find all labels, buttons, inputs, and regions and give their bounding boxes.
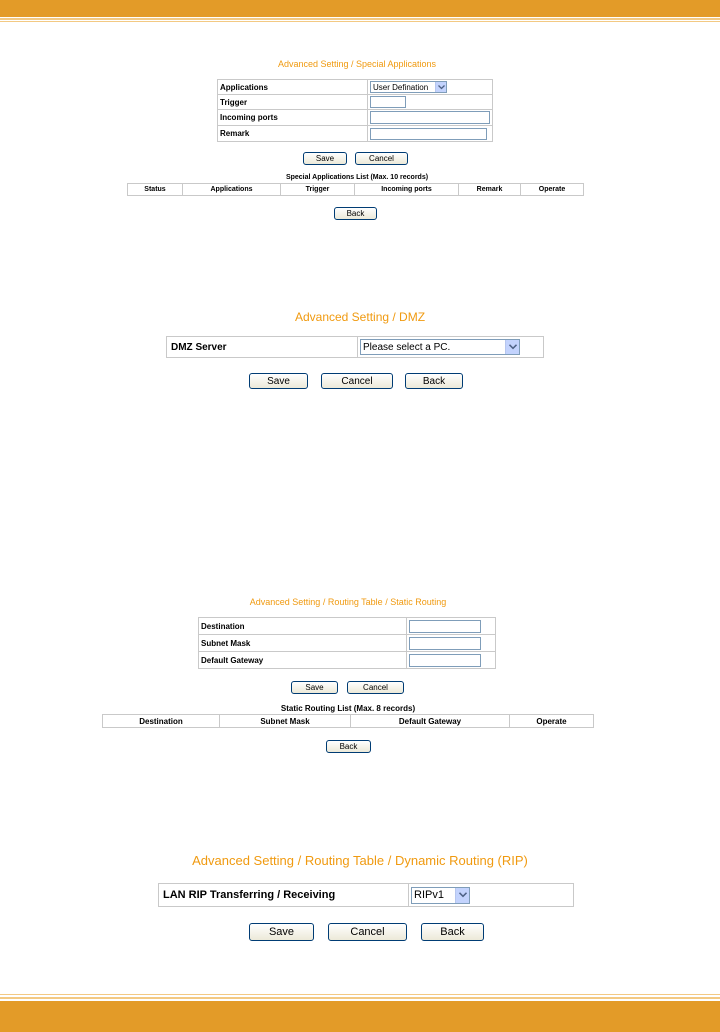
chevron-down-icon xyxy=(435,82,446,92)
page-footer-bar xyxy=(0,1001,720,1032)
back-button[interactable]: Back xyxy=(326,740,371,753)
chevron-down-icon xyxy=(505,340,519,354)
header-divider xyxy=(0,18,720,20)
column-header: Trigger xyxy=(281,184,355,196)
cancel-button[interactable]: Cancel xyxy=(321,373,393,389)
destination-label: Destination xyxy=(199,618,407,635)
dynamic-routing-form xyxy=(158,883,574,907)
column-header: Operate xyxy=(521,184,584,196)
save-button[interactable]: Save xyxy=(249,373,308,389)
save-button[interactable]: Save xyxy=(249,923,314,941)
special-apps-list xyxy=(127,183,584,196)
cancel-button[interactable]: Cancel xyxy=(347,681,404,694)
trigger-input[interactable] xyxy=(370,96,406,108)
remark-label: Remark xyxy=(218,126,368,142)
trigger-label: Trigger xyxy=(218,95,368,110)
column-header: Default Gateway xyxy=(351,715,510,728)
column-header: Subnet Mask xyxy=(220,715,351,728)
incoming-ports-input[interactable] xyxy=(370,111,490,124)
static-routing-title: Advanced Setting / Routing Table / Static Routing xyxy=(249,597,447,607)
column-header: Status xyxy=(128,184,183,196)
applications-label: Applications xyxy=(218,80,368,95)
back-button[interactable]: Back xyxy=(405,373,463,389)
destination-input[interactable] xyxy=(409,620,481,633)
static-routing-list xyxy=(102,714,594,728)
save-button[interactable]: Save xyxy=(303,152,347,165)
static-routing-list-caption: Static Routing List (Max. 8 records) xyxy=(280,704,416,713)
page-header-bar xyxy=(0,0,720,17)
back-button[interactable]: Back xyxy=(334,207,377,220)
lan-rip-label: LAN RIP Transferring / Receiving xyxy=(159,884,409,907)
footer-divider xyxy=(0,994,720,995)
special-apps-list-caption: Special Applications List (Max. 10 records) xyxy=(285,174,429,181)
dmz-form xyxy=(166,336,544,358)
save-button[interactable]: Save xyxy=(291,681,338,694)
subnet-mask-input[interactable] xyxy=(409,637,481,650)
cancel-button[interactable]: Cancel xyxy=(355,152,408,165)
chevron-down-icon xyxy=(455,888,469,903)
special-apps-title: Advanced Setting / Special Applications xyxy=(277,59,437,69)
dmz-server-select[interactable]: Please select a PC. xyxy=(360,339,520,355)
static-routing-form xyxy=(198,617,496,669)
footer-divider xyxy=(0,997,720,999)
column-header: Remark xyxy=(459,184,521,196)
cancel-button[interactable]: Cancel xyxy=(328,923,407,941)
column-header: Destination xyxy=(103,715,220,728)
remark-input[interactable] xyxy=(370,128,487,140)
subnet-mask-label: Subnet Mask xyxy=(199,635,407,652)
incoming-ports-label: Incoming ports xyxy=(218,110,368,126)
column-header: Operate xyxy=(510,715,594,728)
lan-rip-select[interactable]: RIPv1 xyxy=(411,887,470,904)
default-gateway-input[interactable] xyxy=(409,654,481,667)
column-header: Incoming ports xyxy=(355,184,459,196)
dmz-server-label: DMZ Server xyxy=(167,337,358,358)
special-apps-form xyxy=(217,79,493,142)
dynamic-routing-title: Advanced Setting / Routing Table / Dynamic Routing (RIP) xyxy=(192,853,528,868)
applications-select[interactable]: User Defination xyxy=(370,81,447,93)
dmz-title: Advanced Setting / DMZ xyxy=(294,310,426,324)
back-button[interactable]: Back xyxy=(421,923,484,941)
column-header: Applications xyxy=(183,184,281,196)
default-gateway-label: Default Gateway xyxy=(199,652,407,669)
header-divider xyxy=(0,21,720,22)
